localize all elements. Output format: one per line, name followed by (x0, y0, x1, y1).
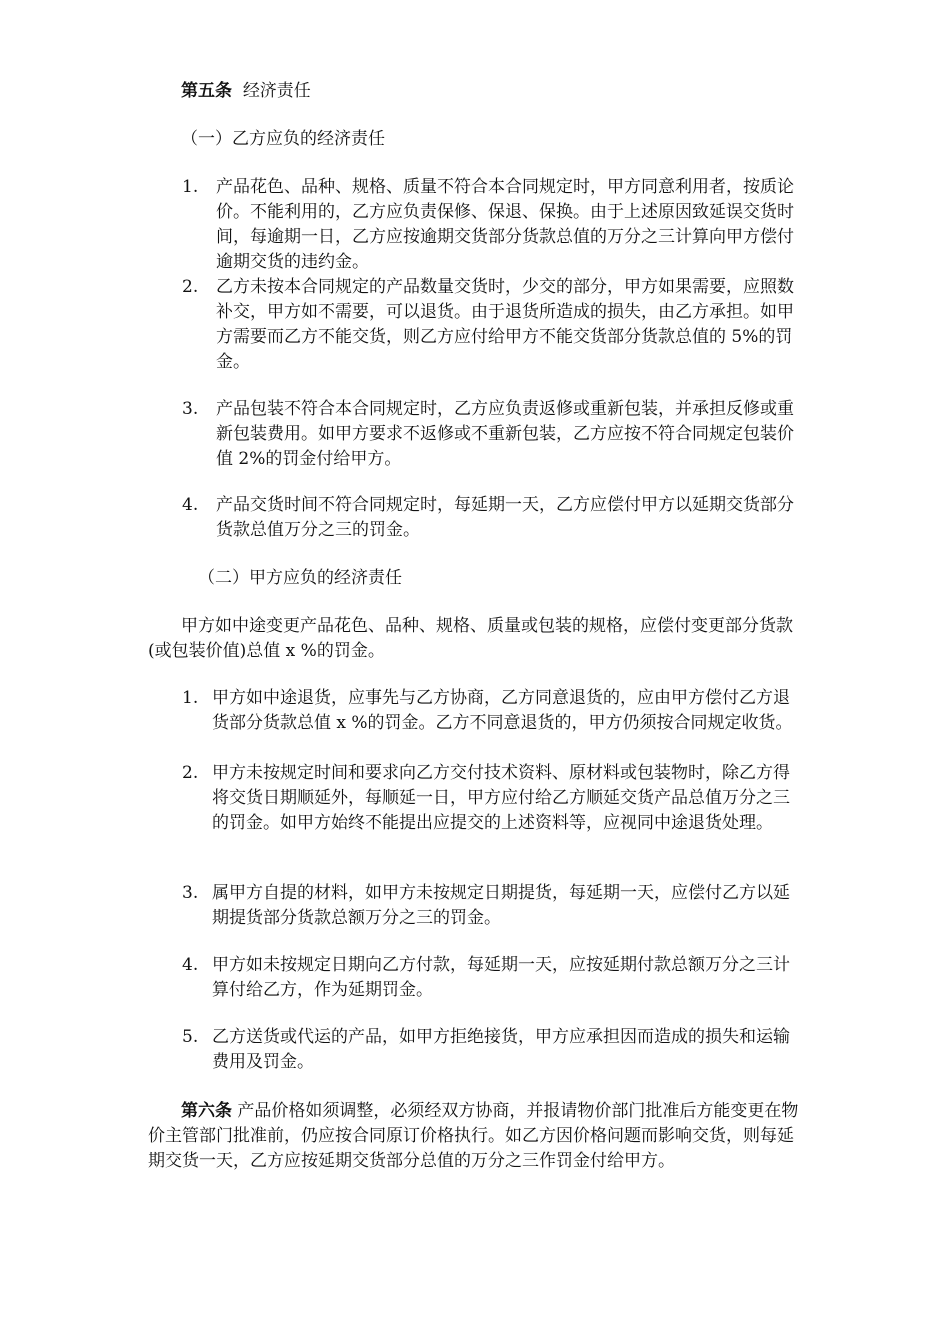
list-item-number: 2. (182, 277, 199, 297)
section2-paragraph: 甲方如中途变更产品花色、品种、规格、质量或包装的规格，应偿付变更部分货款(或包装价值)总值 x %的罚金。 (148, 616, 793, 661)
list-item-text: 属甲方自提的材料，如甲方未按规定日期提货，每延期一天，应偿付乙方以延期提货部分货款总额万分之三的罚金。 (212, 883, 790, 928)
article6-paragraph (148, 1099, 808, 1174)
list-item-text: 乙方送货或代运的产品，如甲方拒绝接货，甲方应承担因而造成的损失和运输费用及罚金。 (212, 1027, 790, 1072)
list-item-number: 2. (182, 763, 199, 783)
list-item-number: 1. (182, 177, 199, 197)
list-item-text: 乙方未按本合同规定的产品数量交货时，少交的部分，甲方如果需要，应照数补交，甲方如不需要，可以退货。由于退货所造成的损失，由乙方承担。如甲方需要而乙方不能交货，则乙方应付给甲方不能交货部分货款总值的 5%的罚金。 (216, 277, 794, 372)
section1-heading: （一）乙方应负的经济责任 (181, 129, 385, 149)
list-item-number: 4. (182, 495, 199, 515)
list-item-number: 1. (182, 688, 199, 708)
list-item-number: 5. (182, 1027, 199, 1047)
list-item-text: 产品交货时间不符合同规定时，每延期一天，乙方应偿付甲方以延期交货部分货款总值万分之三的罚金。 (216, 495, 794, 540)
article5-heading (181, 79, 311, 104)
article5-title-bold: 第五条 (181, 81, 232, 101)
list-item-text: 产品花色、品种、规格、质量不符合本合同规定时，甲方同意利用者，按质论价。不能利用的，乙方应负责保修、保退、保换。由于上述原因致延误交货时间，每逾期一日，乙方应按逾期交货部分货款总值的万分之三计算向甲方偿付逾期交货的违约金。 (216, 177, 794, 272)
list-item-text: 甲方未按规定时间和要求向乙方交付技术资料、原材料或包装物时，除乙方得将交货日期顺延外，每顺延一日，甲方应付给乙方顺延交货产品总值万分之三的罚金。如甲方始终不能提出应提交的上述资料等，应视同中途退货处理。 (212, 763, 790, 833)
list-item-text: 产品包装不符合本合同规定时，乙方应负责返修或重新包装，并承担反修或重新包装费用。如甲方要求不返修或不重新包装，乙方应按不符合同规定包装价值 2%的罚金付给甲方。 (216, 399, 794, 469)
list-item-number: 4. (182, 955, 199, 975)
list-item-text: 甲方如中途退货，应事先与乙方协商，乙方同意退货的，应由甲方偿付乙方退货部分货款总值 x %的罚金。乙方不同意退货的，甲方仍须按合同规定收货。 (212, 688, 793, 733)
article6-title-bold: 第六条 (181, 1101, 232, 1121)
article5-title-rest: 经济责任 (242, 81, 311, 101)
list-item-number: 3. (182, 399, 199, 419)
list-item-number: 3. (182, 883, 199, 903)
list-item-text: 甲方如未按规定日期向乙方付款，每延期一天，应按延期付款总额万分之三计算付给乙方，作为延期罚金。 (212, 955, 790, 1000)
section2-heading: （二）甲方应负的经济责任 (198, 568, 402, 588)
article6-text: 产品价格如须调整，必须经双方协商，并报请物价部门批准后方能变更在物价主管部门批准前，仍应按合同原订价格执行。如乙方因价格问题而影响交货，则每延期交货一天，乙方应按延期交货部分总值的万分之三作罚金付给甲方。 (148, 1101, 799, 1171)
